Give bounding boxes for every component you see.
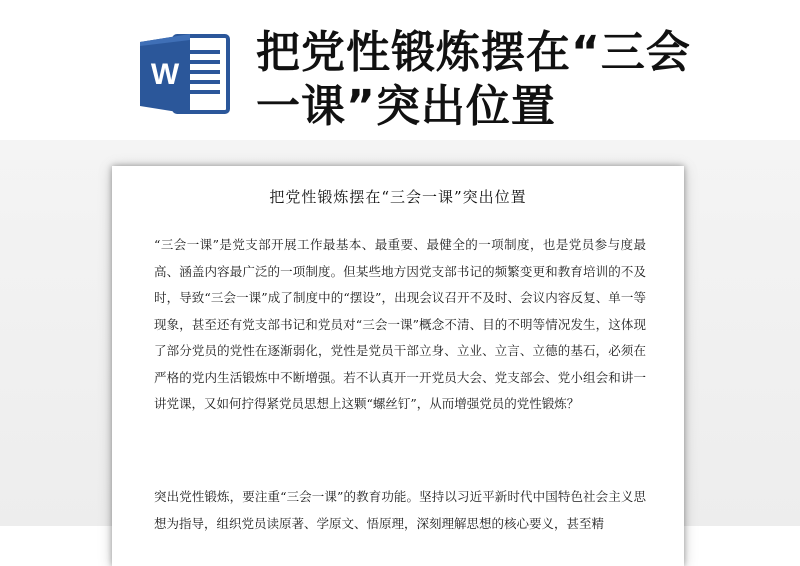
banner-title: 把党性锻炼摆在“三会一课”突出位置 — [256, 27, 691, 132]
header-banner — [0, 0, 800, 140]
document-page — [112, 166, 684, 566]
word-icon-letter: W — [150, 58, 180, 91]
word-document-icon — [140, 32, 232, 116]
document-paragraph-2: 突出党性锻炼，要注重“三会一课”的教育功能。坚持以习近平新时代中国特色社会主义思想为指导，组织党员读原著、学原文、悟原理，深刻理解思想的核心要义，甚至精 — [154, 489, 646, 531]
document-paragraph-1: “三会一课”是党支部开展工作最基本、最重要、最健全的一项制度，也是党员参与度最高、涵盖内容最广泛的一项制度。但某些地方因党支部书记的频繁变更和教育培训的不及时，导致“三会一课”成了制度中的“摆设”，出现会议召开不及时、会议内容反复、单一等现象，甚至还有党支部书记和党员对“三会一课”概念不清、目的不明等情况发生，这体现了部分党员的党性在逐渐弱化，党性是党员干部立身、立业、立言、立德的基石，必须在严格的党内生活锻炼中不断增强。若不认真开一开党员大会、党支部会、党小组会和讲一讲党课，又如何拧得紧党员思想上这颗“螺丝钉”，从而增强党员的党性锻炼？ — [154, 237, 646, 411]
document-title: 把党性锻炼摆在“三会一课”突出位置 — [269, 188, 527, 206]
